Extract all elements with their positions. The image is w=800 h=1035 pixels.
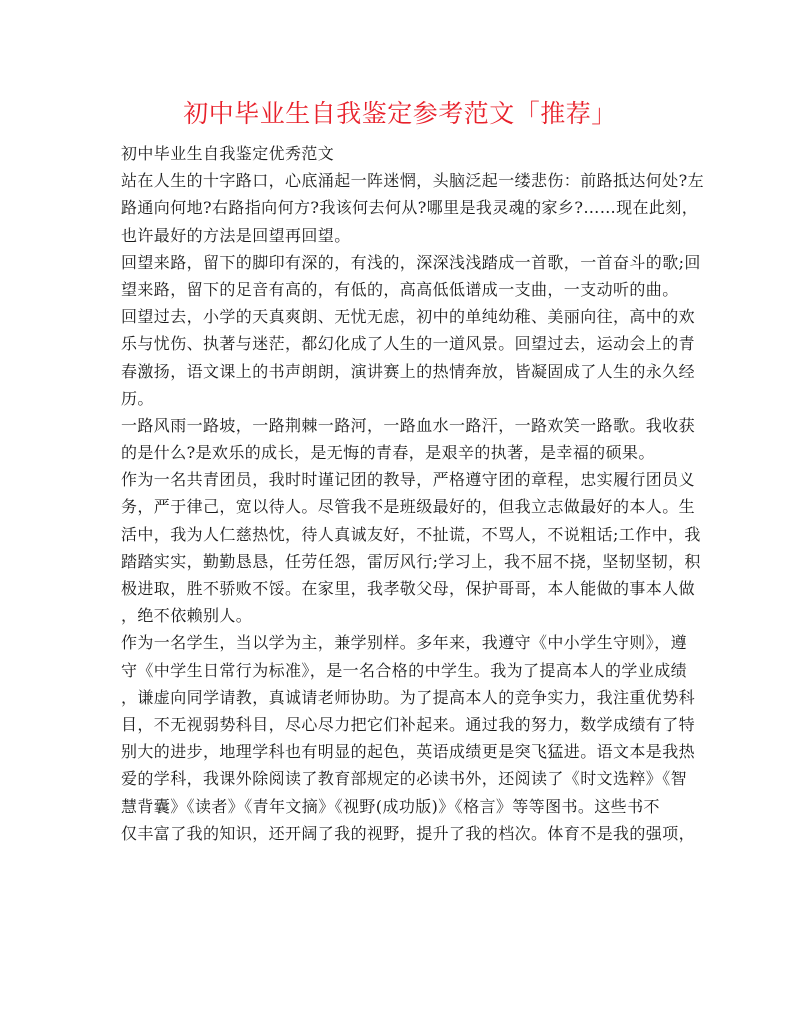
text-line: 目，不无视弱势科目，尽心尽力把它们补起来。通过我的努力，数学成绩有了特: [121, 714, 696, 734]
text-line: 极进取，胜不骄败不馁。在家里，我孝敬父母，保护哥哥，本人能做的事本人做: [121, 579, 696, 598]
text-line: 历。: [121, 388, 154, 408]
text-line: 一路风雨一路坡，一路荆棘一路河，一路血水一路汗，一路欢笑一路歌。我收获: [121, 415, 696, 435]
text-line: 作为一名共青团员，我时时谨记团的教导，严格遵守团的章程，忠实履行团员义: [121, 470, 696, 490]
text-line: 回望过去，小学的天真爽朗、无忧无虑，初中的单纯幼稚、美丽向往，高中的欢: [121, 307, 696, 327]
text-line: 作为一名学生，当以学为主，兼学别样。多年来，我遵守《中小学生守则》，遵: [121, 633, 688, 653]
text-line: 站在人生的十字路口，心底涌起一阵迷惘，头脑泛起一缕悲伤：前路抵达何处?左: [121, 171, 704, 191]
text-line: 望来路，留下的足音有高的，有低的，高高低低谱成一支曲，一支动听的曲。: [121, 279, 679, 299]
text-line: 乐与忧伤、执著与迷茫，都幻化成了人生的一道风景。回望过去，运动会上的青: [121, 334, 696, 354]
text-line: 春激扬，语文课上的书声朗朗，演讲赛上的热情奔放，皆凝固成了人生的永久经: [121, 361, 696, 381]
document-title: 初中毕业生自我鉴定参考范文「推荐」: [183, 99, 617, 128]
text-line: 爱的学科，我课外除阅读了教育部规定的必读书外，还阅读了《时文选粹》《智: [121, 769, 688, 789]
text-line: 慧背囊》《读者》《青年文摘》《视野(成功版)》《格言》等等图书。这些书不: [121, 796, 660, 816]
text-line: 别大的进步，地理学科也有明显的起色，英语成绩更是突飞猛进。语文本是我热: [121, 742, 696, 762]
text-line: 务，严于律己，宽以待人。尽管我不是班级最好的，但我立志做最好的本人。生: [121, 497, 696, 517]
text-line: 活中，我为人仁慈热忱，待人真诚友好，不扯谎，不骂人，不说粗话;工作中，我: [121, 524, 701, 544]
text-line: 踏踏实实，勤勤恳恳，任劳任怨，雷厉风行;学习上，我不屈不挠，坚韧坚韧，积: [121, 551, 701, 571]
text-line: ，谦虚向同学请教，真诚请老师协助。为了提高本人的竞争实力，我注重优势科: [121, 687, 696, 707]
text-line: 回望来路，留下的脚印有深的，有浅的，深深浅浅踏成一首歌，一首奋斗的歌;回: [121, 252, 701, 272]
document-body: [121, 140, 704, 847]
text-line: 也许最好的方法是回望再回望。: [121, 225, 351, 245]
text-line: 仅丰富了我的知识，还开阔了我的视野，提升了我的档次。体育不是我的强项，: [121, 823, 696, 843]
document-subtitle: 初中毕业生自我鉴定优秀范文: [121, 144, 335, 163]
text-line: 守《中学生日常行为标准》，是一名合格的中学生。我为了提高本人的学业成绩: [121, 660, 688, 680]
text-line: 路通向何地?右路指向何方?我该何去何从?哪里是我灵魂的家乡?……现在此刻，: [121, 198, 699, 218]
text-line: 的是什么?是欢乐的成长，是无悔的青春，是艰辛的执著，是幸福的硕果。: [121, 443, 655, 463]
text-line: ，绝不依赖别人。: [121, 606, 253, 626]
